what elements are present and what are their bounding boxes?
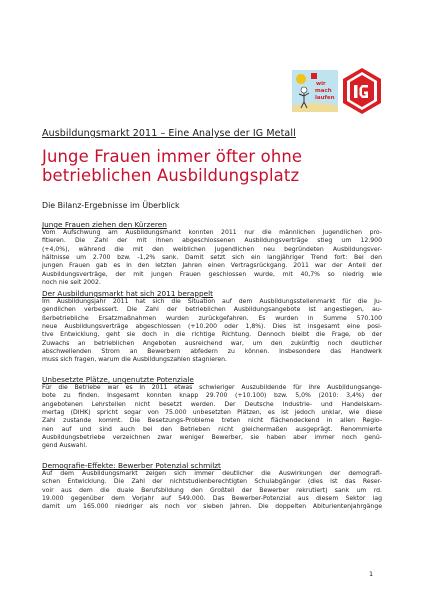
page-title xyxy=(42,147,392,185)
paragraph-line: jungen Frauen gab es in den letzten Jahren einen Vertragsrückgang. 2011 war der Anteil der xyxy=(42,262,382,270)
paragraph-line: damit um 165.000 niedriger als noch vor sieben Jahren. Die doppelten Abiturientenjahrgänge xyxy=(42,503,382,511)
paragraph-line: muss sich fragen, warum die Ausbildungszahlen stagnieren. xyxy=(42,356,227,364)
svg-text:laufen: laufen xyxy=(315,95,335,101)
section-young-women xyxy=(42,220,382,287)
paragraph-line: schen Entwicklung. Die Zahl der nichtstudienberechtigten Schulabgänger (dies ist das Reser- xyxy=(42,478,382,486)
paragraph-line: ßerbetriebliche Ersatzmaßnahmen wurden zurückgefahren. Es wurden in Summe 570.100 xyxy=(42,314,382,322)
paragraph-line: Auf dem Ausbildungsmarkt zeigen sich immer deutlicher die Auswirkungen der demografi- xyxy=(42,470,382,477)
paragraph-line: gend Auswahl. xyxy=(42,442,88,450)
section-paragraph xyxy=(42,298,382,365)
paragraph-line: 19.000 gegenüber dem Vorjahr auf 549.000. Das Bewerber-Potenzial aus diesem Sektor lag xyxy=(42,495,382,503)
page-number: 1 xyxy=(369,570,374,578)
title-line: Junge Frauen immer öfter ohne xyxy=(42,147,303,166)
paragraph-line: bote zu finden. Insgesamt konnten knapp 29.700 (+10.100) bzw. 5,0% (2010: 3,4%) der xyxy=(42,392,382,400)
subtitle: Die Bilanz-Ergebnisse im Überblick xyxy=(42,201,180,210)
section-paragraph xyxy=(42,384,382,451)
paragraph-line: noch nie seit 2002. xyxy=(42,279,101,287)
paragraph-line: tive Entwicklung, geht sie doch in die richtige Richtung. Dennoch bleibt die Frage, ob der xyxy=(42,331,382,339)
paragraph-line: fitieren. Die Zahl der mit ihnen abgeschlossenen Ausbildungsverträge stieg um 12.900 xyxy=(42,237,382,245)
section-training-market xyxy=(42,289,382,365)
ig-metall-logo xyxy=(342,67,382,115)
paragraph-line: abschwellenden Strom an Bewerbern abfedern zu können. Insbesondere das Handwerk xyxy=(42,348,382,356)
paragraph-line: (+4,0%), während die mit den weiblichen Jugendlichen neu begründeten Ausbildungsver- xyxy=(42,245,382,253)
paragraph-line: Im Ausbildungsjahr 2011 hat sich die Situation auf dem Ausbildungsstellenmarkt für die Ju- xyxy=(42,298,382,305)
title-line: betrieblichen Ausbildungsplatz xyxy=(42,166,300,185)
paragraph-line: Ausbildungsbetriebe verzeichnen zwar weniger Bewerber, sie haben aber immer noch genü- xyxy=(42,434,382,442)
section-unfilled-places xyxy=(42,375,382,451)
paragraph-line: angebotenen Lehrstellen nicht besetzt werden. Der Deutsche Industrie- und Handelskam- xyxy=(42,400,382,408)
paragraph-line: mertag (DIHK) spricht sogar von 75.000 unbesetzten Plätzen, es ist jedoch unklar, wie diese xyxy=(42,409,382,417)
section-paragraph xyxy=(42,229,382,287)
paragraph-line: voir aus dem die duale Berufsbildung den Großteil der Bewerber rekrutiert) sank um rd. xyxy=(42,486,382,494)
section-heading: Junge Frauen ziehen den Kürzeren xyxy=(42,220,167,229)
paragraph-line: neue Ausbildungsverträge abgeschlossen (+10.200 oder 1,8%). Dies ist insgesamt eine posi- xyxy=(42,323,382,331)
section-heading: Demografie-Effekte: Bewerber Potenzial schmilzt xyxy=(42,461,221,470)
svg-text:wir: wir xyxy=(316,81,326,87)
paragraph-line: gendlichen verbessert. Die Zahl der betrieblichen Ausbildungsangebote ist angestiegen, au- xyxy=(42,306,382,314)
paragraph-line: nen auf und sind auch bei den Betrieben nicht gleichermaßen ausgeprägt. Renommierte xyxy=(42,425,382,433)
paragraph-line: Vom Aufschwung am Ausbildungsmarkt konnten 2011 nur die männlichen Jugendlichen pro- xyxy=(42,229,382,236)
paragraph-line: Zahl zustande kommt. Die Besetzungs-Probleme treten nicht flächendeckend in allen Regio- xyxy=(42,417,382,425)
section-heading: Unbesetzte Plätze, ungenutzte Potenziale xyxy=(42,375,194,384)
paragraph-line: hältnisse um 2.700 bzw. -1,2% sank. Damit setzt sich ein langjähriger Trend fort: Bei den xyxy=(42,254,382,262)
paragraph-line: Für die Betriebe war es in 2011 etwas schwieriger Auszubildende für ihre Ausbildungsange- xyxy=(42,384,382,391)
section-demography xyxy=(42,461,382,512)
youth-campaign-logo xyxy=(292,70,338,112)
section-paragraph xyxy=(42,470,382,512)
paragraph-line: Zuwachs an betrieblichen Angeboten ausreichend war, um den zukünftig noch deutlicher xyxy=(42,339,382,347)
document-kicker: Ausbildungsmarkt 2011 – Eine Analyse der IG Metall xyxy=(42,128,296,139)
svg-text:mach: mach xyxy=(315,88,332,94)
section-heading: Der Ausbildungsmarkt hat sich 2011 berappelt xyxy=(42,289,214,298)
paragraph-line: Ausbildungsverträge, der mit jungen Frauen geschlossen wurde, mit 40,7% so niedrig wie xyxy=(42,270,382,278)
